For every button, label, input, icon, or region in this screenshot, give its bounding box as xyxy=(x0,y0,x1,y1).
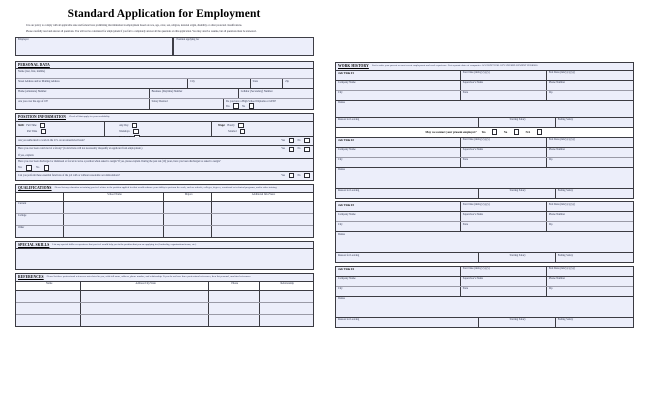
days-option-0-label: Any Day xyxy=(119,124,129,128)
felony-no-label: No xyxy=(297,147,301,151)
references-col-relationship: Relationship xyxy=(260,282,313,290)
qualifications-row-label-0: Current xyxy=(16,202,64,213)
qualifications-additional-input-2[interactable] xyxy=(212,226,313,237)
table-row xyxy=(336,297,633,318)
job-3-ending-salary-field[interactable]: Ending Salary xyxy=(556,253,633,262)
qualifications-additional-input-0[interactable] xyxy=(212,202,313,213)
work-history-note: List in order your present or most recent employment and work experience. List separate dates of companies. ACCOUNT FOR ANY UNEMPLOYMENT PERIODS. xyxy=(371,64,539,67)
table-row xyxy=(336,91,633,101)
address-field[interactable] xyxy=(16,79,188,88)
table-header-row xyxy=(16,193,313,202)
position-information-note: Check all that apply for your availability xyxy=(68,115,110,119)
job-2-supervisor-field[interactable]: Supervisor's Name xyxy=(461,148,547,157)
job-4-phone-field[interactable]: Phone Number xyxy=(547,277,633,286)
job-1-end-date-field[interactable]: End Date (mm/yy/yyyy) xyxy=(547,71,633,80)
special-skills-input[interactable] xyxy=(16,249,313,269)
job-1-city-field[interactable]: City xyxy=(336,91,461,100)
table-row xyxy=(336,232,633,253)
job-4-state-field[interactable]: State xyxy=(461,287,547,296)
intro-text xyxy=(8,24,320,34)
shift-option-1-checkbox[interactable] xyxy=(41,129,46,134)
eligibility-no-checkbox[interactable] xyxy=(304,138,309,143)
business-phone-label: Business (Daytime) Number xyxy=(151,89,183,93)
table-row xyxy=(16,214,313,226)
state-label: State xyxy=(252,79,258,83)
table-row xyxy=(16,202,313,214)
qualifications-col-school: School Name xyxy=(64,193,165,201)
qualifications-additional-input-1[interactable] xyxy=(212,214,313,225)
diploma-question-label: Do you have a High School Diploma or GED? xyxy=(225,99,277,103)
job-2-city-field[interactable]: City xyxy=(336,158,461,167)
job-1-supervisor-field[interactable]: Supervisor's Name xyxy=(461,81,547,90)
work-history-title: WORK HISTORY xyxy=(338,64,369,68)
table-row xyxy=(336,81,633,91)
table-row xyxy=(336,253,633,262)
essential-functions-question-text: Can you perform these essential functions of the job with or without reasonable accommodations? xyxy=(18,173,120,177)
position-applying-for-label: Position applying for xyxy=(176,38,200,42)
reference-phone-input-0[interactable] xyxy=(209,291,259,302)
contact-employer-row xyxy=(335,128,634,137)
essential-functions-yes-label: Yes xyxy=(281,173,286,177)
page-left xyxy=(8,2,320,404)
table-row xyxy=(336,138,633,148)
position-information-title: POSITION INFORMATION xyxy=(18,115,66,120)
eligibility-yes-label: Yes xyxy=(281,138,286,142)
job-2-phone-field[interactable]: Phone Number xyxy=(547,148,633,157)
days-option-0-checkbox[interactable] xyxy=(132,123,137,128)
discharge-yes-label: Yes xyxy=(18,166,22,170)
table-row xyxy=(336,267,633,277)
reference-name-input-0[interactable] xyxy=(16,291,81,302)
name-field[interactable] xyxy=(16,69,313,78)
special-skills-title: SPECIAL SKILLS xyxy=(18,242,50,247)
job-3-start-date-field[interactable]: Start Date (mm/yy/yyyy) xyxy=(461,202,547,211)
qualifications-title: QUALIFICATIONS xyxy=(18,185,52,190)
essential-functions-no-label: No xyxy=(297,173,301,177)
job-1-reason-field[interactable]: Reason for Leaving xyxy=(336,118,479,127)
job-1-title-field[interactable]: Job Title #1 xyxy=(336,71,461,80)
job-2-duties-field[interactable]: Duties xyxy=(336,168,633,188)
reference-address-input-2[interactable] xyxy=(81,315,209,326)
position-applying-for-field[interactable] xyxy=(173,37,314,56)
qualifications-majors-input-1[interactable] xyxy=(164,214,212,225)
job-block-2 xyxy=(335,137,634,199)
salary-desired-label: Salary Desired xyxy=(151,99,168,103)
references-col-phone: Phone xyxy=(209,282,259,290)
reference-address-input-0[interactable] xyxy=(81,291,209,302)
job-1-ending-salary-field[interactable]: Ending Salary xyxy=(556,118,633,127)
zip-field[interactable] xyxy=(283,79,313,88)
job-4-company-field[interactable]: Company Name xyxy=(336,277,461,286)
job-2-zip-field[interactable]: Zip xyxy=(547,158,633,167)
table-row xyxy=(16,303,313,315)
job-2-end-date-field[interactable]: End Date (mm/yy/yyyy) xyxy=(547,138,633,147)
contact-employer-question: May we contact your present employer? xyxy=(425,130,477,135)
job-4-duties-field[interactable]: Duties xyxy=(336,297,633,317)
table-row xyxy=(336,318,633,327)
contact-no-label: No xyxy=(503,130,508,134)
business-phone-field[interactable] xyxy=(150,89,239,98)
table-row xyxy=(16,137,313,146)
table-row xyxy=(16,291,313,303)
home-phone-label: Home (Alternate) Number xyxy=(18,89,47,93)
intro-paragraph-2: Please carefully read and answer all questions. You will not be considered for employment if you fail to completely answer all the questions on this application. You may attach a resume, but all questions must be answered. xyxy=(26,29,257,33)
cellular-phone-label: Cellular (Secondary) Number xyxy=(240,89,273,93)
job-1-state-field[interactable]: State xyxy=(461,91,547,100)
table-row xyxy=(336,148,633,158)
discharge-no-label: No xyxy=(36,166,40,170)
job-1-duties-field[interactable]: Duties xyxy=(336,101,633,117)
job-4-title-field[interactable]: Job Title #4 xyxy=(336,267,461,276)
job-3-company-field[interactable]: Company Name xyxy=(336,212,461,221)
job-1-company-field[interactable]: Company Name xyxy=(336,81,461,90)
felony-yes-label: Yes xyxy=(281,147,286,151)
job-block-3 xyxy=(335,201,634,263)
qualifications-school-input-1[interactable] xyxy=(64,214,165,225)
wage-option-1-checkbox[interactable] xyxy=(240,129,245,134)
job-4-zip-field[interactable]: Zip xyxy=(547,287,633,296)
employer-label: Employer xyxy=(18,38,29,42)
table-row xyxy=(16,226,313,237)
shift-option-0-label: Full Time xyxy=(26,124,37,128)
city-field[interactable] xyxy=(188,79,250,88)
qualifications-row-label-1: College xyxy=(16,214,64,225)
name-label: Name (last, first, middle) xyxy=(18,69,46,73)
shift-label: Shift: xyxy=(18,124,25,128)
shift-group xyxy=(16,122,105,136)
qualifications-col-additional: Additional Info/Years xyxy=(212,193,313,201)
diploma-yes-label: Yes xyxy=(225,104,230,108)
contact-yes-checkbox[interactable] xyxy=(492,129,497,134)
table-row xyxy=(336,222,633,232)
table-row xyxy=(336,158,633,168)
discharge-question-row xyxy=(16,159,313,171)
wage-group xyxy=(212,122,313,136)
reference-relationship-input-2[interactable] xyxy=(260,315,313,326)
references-table xyxy=(15,281,314,327)
work-history-header xyxy=(335,62,634,70)
qualifications-majors-input-2[interactable] xyxy=(164,226,212,237)
felony-question-row xyxy=(16,146,313,158)
job-3-end-date-field[interactable]: End Date (mm/yy/yyyy) xyxy=(547,202,633,211)
table-row xyxy=(16,146,313,159)
diploma-question-field[interactable] xyxy=(224,99,313,109)
city-label: City xyxy=(190,79,195,83)
diploma-no-checkbox[interactable] xyxy=(249,103,254,108)
special-skills-table xyxy=(15,248,314,270)
table-row xyxy=(336,118,633,127)
reference-phone-input-2[interactable] xyxy=(209,315,259,326)
personal-data-title: PERSONAL DATA xyxy=(18,62,50,67)
wage-option-1-label: Salaried xyxy=(228,130,237,134)
eligibility-yes-checkbox[interactable] xyxy=(289,138,294,143)
job-block-1 xyxy=(335,70,634,128)
days-option-1-checkbox[interactable] xyxy=(133,129,138,134)
job-3-state-field[interactable]: State xyxy=(461,222,547,231)
felony-yes-checkbox[interactable] xyxy=(289,147,294,152)
job-2-starting-salary-field[interactable]: Starting Salary xyxy=(479,189,556,198)
days-option-1-label: Weekdays xyxy=(119,130,130,134)
reference-address-input-1[interactable] xyxy=(81,303,209,314)
table-row xyxy=(336,202,633,212)
special-skills-header xyxy=(15,241,314,249)
table-row xyxy=(336,277,633,287)
essential-functions-no-checkbox[interactable] xyxy=(304,173,309,178)
zip-label: Zip xyxy=(285,79,289,83)
table-row xyxy=(16,69,313,79)
eligibility-no-label: No xyxy=(297,138,301,142)
job-2-reason-field[interactable]: Reason for Leaving xyxy=(336,189,479,198)
state-field[interactable] xyxy=(251,79,284,88)
references-note: Please list three professional references not related to you, with full name, address, phone number, and relationship. If you do not have three professional references, then list personal, unrelated references. xyxy=(46,275,252,279)
days-available-group xyxy=(105,122,212,136)
job-3-starting-salary-field[interactable]: Starting Salary xyxy=(479,253,556,262)
employer-field[interactable] xyxy=(15,37,173,56)
table-row xyxy=(336,101,633,118)
age-question-field[interactable] xyxy=(16,99,150,109)
job-4-start-date-field[interactable]: Start Date (mm/yy/yyyy) xyxy=(461,267,547,276)
table-row xyxy=(16,122,313,137)
qualifications-note: Please list any education or training you feel relates to the position applied for that would enhance your ability to perform the work, such as schools, colleges, degrees, vocational or technical programs, and/or other training. xyxy=(54,185,278,189)
home-phone-field[interactable] xyxy=(16,89,150,98)
job-block-4 xyxy=(335,266,634,328)
address-label: Street Address and/or Mailing Address xyxy=(18,79,60,83)
eligibility-question-row xyxy=(16,137,313,145)
table-row xyxy=(16,249,313,269)
references-title: REFERENCES xyxy=(18,275,44,280)
job-2-title-field[interactable]: Job Title #2 xyxy=(336,138,461,147)
job-3-phone-field[interactable]: Phone Number xyxy=(547,212,633,221)
table-row xyxy=(16,99,313,109)
references-col-name: Name xyxy=(16,282,81,290)
contact-yes-label: Yes xyxy=(481,130,486,134)
job-1-phone-field[interactable]: Phone Number xyxy=(547,81,633,90)
wage-label: Wage: xyxy=(218,124,226,128)
essential-functions-question-row xyxy=(16,172,313,180)
essential-functions-yes-checkbox[interactable] xyxy=(289,173,294,178)
wage-option-0-checkbox[interactable] xyxy=(238,123,243,128)
discharge-yes-checkbox[interactable] xyxy=(26,165,31,170)
table-row xyxy=(16,172,313,180)
intro-paragraph-1: It is our policy to comply with all applicable state and federal laws prohibiting discrimination in employment based on race, age, color, sex, religion, national origin, disability or other protected classifications. xyxy=(26,24,243,27)
table-row xyxy=(16,315,313,326)
cellular-phone-field[interactable] xyxy=(239,89,313,98)
felony-question-text: Have you ever been convicted of a felony? (Convictions will not necessarily disqualify an applicant from employment.) xyxy=(18,147,143,151)
header-fields-row xyxy=(15,37,314,56)
qualifications-corner-cell xyxy=(16,193,64,201)
references-header xyxy=(15,273,314,281)
position-information-header xyxy=(15,113,314,121)
table-row xyxy=(336,168,633,189)
qualifications-school-input-0[interactable] xyxy=(64,202,165,213)
shift-option-1-label: Part Time xyxy=(27,130,38,134)
table-header-row xyxy=(16,282,313,291)
job-4-ending-salary-field[interactable]: Ending Salary xyxy=(556,318,633,327)
eligibility-question-text: Are you authorized to work in the U.S. on an unrestricted basis? xyxy=(18,138,85,142)
special-skills-note: List any special skills or experience that you feel would help you in the position that you are applying for (leadership, organizations/teams, etc.) xyxy=(52,242,197,246)
page-title: Standard Application for Employment xyxy=(67,8,261,20)
reference-relationship-input-0[interactable] xyxy=(260,291,313,302)
diploma-no-label: No xyxy=(242,104,246,108)
felony-explain-label: If yes, explain: xyxy=(18,154,35,158)
page-right xyxy=(328,62,640,402)
job-4-reason-field[interactable]: Reason for Leaving xyxy=(336,318,479,327)
table-row xyxy=(16,89,313,99)
qualifications-col-majors: Majors xyxy=(164,193,212,201)
personal-data-header xyxy=(15,61,314,69)
table-row xyxy=(16,79,313,89)
job-3-zip-field[interactable]: Zip xyxy=(547,222,633,231)
job-3-reason-field[interactable]: Reason for Leaving xyxy=(336,253,479,262)
salary-desired-field[interactable] xyxy=(150,99,224,109)
table-row xyxy=(16,159,313,172)
contact-na-label: N/A xyxy=(525,130,531,134)
wage-option-0-label: Hourly xyxy=(227,124,235,128)
contact-no-checkbox[interactable] xyxy=(514,129,519,134)
diploma-yes-checkbox[interactable] xyxy=(233,103,238,108)
table-row xyxy=(336,71,633,81)
qualifications-table xyxy=(15,192,314,238)
personal-data-table xyxy=(15,68,314,110)
job-2-company-field[interactable]: Company Name xyxy=(336,148,461,157)
job-3-city-field[interactable]: City xyxy=(336,222,461,231)
table-row xyxy=(336,189,633,198)
qualifications-school-input-2[interactable] xyxy=(64,226,165,237)
job-2-state-field[interactable]: State xyxy=(461,158,547,167)
felony-no-checkbox[interactable] xyxy=(304,147,309,152)
job-1-starting-salary-field[interactable]: Starting Salary xyxy=(479,118,556,127)
job-4-city-field[interactable]: City xyxy=(336,287,461,296)
job-3-title-field[interactable]: Job Title #3 xyxy=(336,202,461,211)
discharge-question-text: Have you ever been discharged or dismissed or forced to leave a position when asked to resign? If yes, please explain. During the past ten (10) years, have you been discharged or asked to resign? xyxy=(18,160,221,164)
reference-phone-input-1[interactable] xyxy=(209,303,259,314)
table-row xyxy=(336,212,633,222)
qualifications-header xyxy=(15,184,314,192)
job-4-end-date-field[interactable]: End Date (mm/yy/yyyy) xyxy=(547,267,633,276)
reference-relationship-input-1[interactable] xyxy=(260,303,313,314)
qualifications-majors-input-0[interactable] xyxy=(164,202,212,213)
qualifications-row-label-2: Other xyxy=(16,226,64,237)
age-question-label: Are you over the age of 18? xyxy=(18,99,48,103)
reference-name-input-2[interactable] xyxy=(16,315,81,326)
references-col-address: Address/City/State xyxy=(81,282,209,290)
job-3-duties-field[interactable]: Duties xyxy=(336,232,633,252)
job-1-start-date-field[interactable]: Start Date (mm/yy/yyyy) xyxy=(461,71,547,80)
job-3-supervisor-field[interactable]: Supervisor's Name xyxy=(461,212,547,221)
contact-na-checkbox[interactable] xyxy=(537,129,542,134)
job-4-supervisor-field[interactable]: Supervisor's Name xyxy=(461,277,547,286)
job-2-start-date-field[interactable]: Start Date (mm/yy/yyyy) xyxy=(461,138,547,147)
job-2-ending-salary-field[interactable]: Ending Salary xyxy=(556,189,633,198)
discharge-no-checkbox[interactable] xyxy=(44,165,49,170)
job-1-zip-field[interactable]: Zip xyxy=(547,91,633,100)
shift-option-0-checkbox[interactable] xyxy=(40,123,45,128)
position-information-table xyxy=(15,121,314,181)
reference-name-input-1[interactable] xyxy=(16,303,81,314)
job-4-starting-salary-field[interactable]: Starting Salary xyxy=(479,318,556,327)
table-row xyxy=(336,287,633,297)
